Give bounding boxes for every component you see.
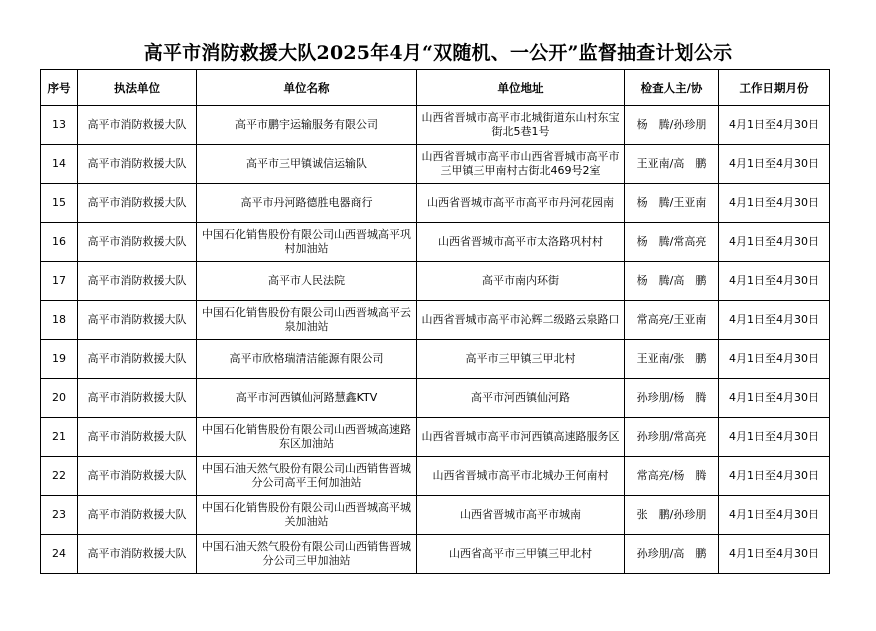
cell-seq: 18	[41, 301, 78, 340]
cell-name: 高平市三甲镇诚信运输队	[197, 145, 417, 184]
cell-unit: 高平市消防救援大队	[78, 301, 197, 340]
cell-unit: 高平市消防救援大队	[78, 106, 197, 145]
cell-address: 山西省晋城市高平市河西镇高速路服务区	[417, 418, 625, 457]
cell-inspectors: 王亚南/高 鹏	[625, 145, 719, 184]
table-row	[41, 145, 830, 184]
cell-date: 4月1日至4月30日	[719, 418, 830, 457]
cell-date: 4月1日至4月30日	[719, 301, 830, 340]
cell-inspectors: 王亚南/张 鹏	[625, 340, 719, 379]
cell-name: 中国石化销售股份有限公司山西晋城高平城关加油站	[197, 496, 417, 535]
cell-inspectors: 杨 腾/常高亮	[625, 223, 719, 262]
cell-address: 山西省晋城市高平市太洛路巩村村	[417, 223, 625, 262]
cell-inspectors: 杨 腾/孙珍朋	[625, 106, 719, 145]
cell-address: 山西省晋城市高平市山西省晋城市高平市三甲镇三甲南村古街北469号2室	[417, 145, 625, 184]
cell-unit: 高平市消防救援大队	[78, 418, 197, 457]
cell-date: 4月1日至4月30日	[719, 223, 830, 262]
cell-date: 4月1日至4月30日	[719, 496, 830, 535]
cell-seq: 19	[41, 340, 78, 379]
cell-seq: 22	[41, 457, 78, 496]
cell-unit: 高平市消防救援大队	[78, 496, 197, 535]
table-row	[41, 262, 830, 301]
cell-unit: 高平市消防救援大队	[78, 223, 197, 262]
cell-seq: 24	[41, 535, 78, 574]
cell-unit: 高平市消防救援大队	[78, 184, 197, 223]
header-row	[41, 70, 830, 106]
cell-seq: 16	[41, 223, 78, 262]
header-inspectors: 检查人主/协	[625, 70, 719, 106]
cell-inspectors: 孙珍朋/常高亮	[625, 418, 719, 457]
cell-address: 高平市南内环街	[417, 262, 625, 301]
table-row	[41, 418, 830, 457]
cell-address: 山西省晋城市高平市高平市丹河花园南	[417, 184, 625, 223]
cell-name: 高平市丹河路德胜电器商行	[197, 184, 417, 223]
cell-inspectors: 常高亮/杨 腾	[625, 457, 719, 496]
cell-inspectors: 孙珍朋/高 鹏	[625, 535, 719, 574]
page-title: 高平市消防救援大队2025年4月“双随机、一公开”监督抽查计划公示	[143, 42, 733, 64]
cell-name: 中国石化销售股份有限公司山西晋城高平云泉加油站	[197, 301, 417, 340]
cell-unit: 高平市消防救援大队	[78, 145, 197, 184]
cell-address: 山西省晋城市高平市城南	[417, 496, 625, 535]
cell-name: 高平市人民法院	[197, 262, 417, 301]
cell-name: 中国石化销售股份有限公司山西晋城高速路东区加油站	[197, 418, 417, 457]
cell-address: 高平市三甲镇三甲北村	[417, 340, 625, 379]
table-row	[41, 535, 830, 574]
cell-name: 高平市欣格瑞清洁能源有限公司	[197, 340, 417, 379]
cell-name: 中国石油天然气股份有限公司山西销售晋城分公司三甲加油站	[197, 535, 417, 574]
header-date: 工作日期月份	[719, 70, 830, 106]
cell-seq: 17	[41, 262, 78, 301]
cell-inspectors: 杨 腾/高 鹏	[625, 262, 719, 301]
header-name: 单位名称	[197, 70, 417, 106]
table-row	[41, 106, 830, 145]
cell-date: 4月1日至4月30日	[719, 106, 830, 145]
cell-unit: 高平市消防救援大队	[78, 379, 197, 418]
table-row	[41, 457, 830, 496]
table-row	[41, 223, 830, 262]
cell-seq: 21	[41, 418, 78, 457]
cell-date: 4月1日至4月30日	[719, 379, 830, 418]
cell-unit: 高平市消防救援大队	[78, 262, 197, 301]
table-row	[41, 496, 830, 535]
cell-date: 4月1日至4月30日	[719, 340, 830, 379]
table-row	[41, 184, 830, 223]
table-row	[41, 340, 830, 379]
header-address: 单位地址	[417, 70, 625, 106]
cell-address: 山西省晋城市高平市沁辉二级路云泉路口	[417, 301, 625, 340]
cell-seq: 23	[41, 496, 78, 535]
cell-address: 山西省晋城市高平市北城街道东山村东宝街北5巷1号	[417, 106, 625, 145]
cell-seq: 15	[41, 184, 78, 223]
cell-inspectors: 常高亮/王亚南	[625, 301, 719, 340]
header-seq: 序号	[41, 70, 78, 106]
cell-seq: 20	[41, 379, 78, 418]
cell-inspectors: 杨 腾/王亚南	[625, 184, 719, 223]
cell-date: 4月1日至4月30日	[719, 145, 830, 184]
cell-seq: 13	[41, 106, 78, 145]
cell-inspectors: 张 鹏/孙珍朋	[625, 496, 719, 535]
cell-unit: 高平市消防救援大队	[78, 535, 197, 574]
cell-date: 4月1日至4月30日	[719, 457, 830, 496]
cell-unit: 高平市消防救援大队	[78, 340, 197, 379]
cell-name: 中国石化销售股份有限公司山西晋城高平巩村加油站	[197, 223, 417, 262]
cell-date: 4月1日至4月30日	[719, 535, 830, 574]
header-unit: 执法单位	[78, 70, 197, 106]
cell-name: 中国石油天然气股份有限公司山西销售晋城分公司高平王何加油站	[197, 457, 417, 496]
inspection-plan-table	[40, 69, 830, 574]
cell-address: 山西省晋城市高平市北城办王何南村	[417, 457, 625, 496]
table-row	[41, 301, 830, 340]
cell-seq: 14	[41, 145, 78, 184]
cell-date: 4月1日至4月30日	[719, 184, 830, 223]
cell-inspectors: 孙珍朋/杨 腾	[625, 379, 719, 418]
cell-unit: 高平市消防救援大队	[78, 457, 197, 496]
cell-date: 4月1日至4月30日	[719, 262, 830, 301]
cell-address: 山西省高平市三甲镇三甲北村	[417, 535, 625, 574]
table-row	[41, 379, 830, 418]
cell-name: 高平市鹏宇运输服务有限公司	[197, 106, 417, 145]
cell-address: 高平市河西镇仙河路	[417, 379, 625, 418]
cell-name: 高平市河西镇仙河路慧鑫KTV	[197, 379, 417, 418]
